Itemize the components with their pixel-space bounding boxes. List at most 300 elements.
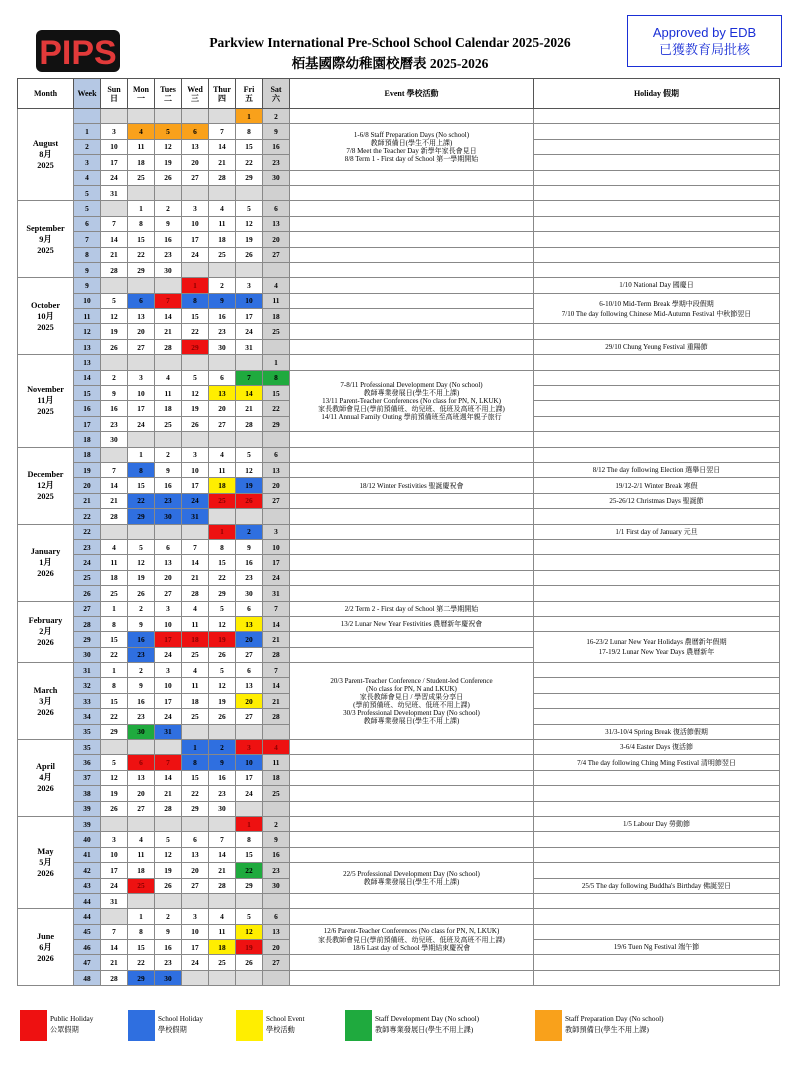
day-cell: 28 [155,339,182,354]
day-cell [236,801,263,816]
holiday-cell [534,216,780,231]
day-cell: 24 [236,324,263,339]
day-cell: 21 [263,693,290,708]
holiday-cell [534,678,780,693]
day-cell [128,432,155,447]
day-cell: 8 [209,539,236,554]
day-cell: 3 [236,740,263,755]
holiday-cell [534,509,780,524]
day-cell: 1 [182,278,209,293]
day-cell: 18 [209,478,236,493]
month-year: 2026 [37,953,54,963]
week-row [18,863,780,878]
month-en: August [32,139,59,149]
event-line: 家長教師會見日(學前預備班、幼兒班、低班及高班不用上課) [318,404,505,413]
day-cell: 12 [209,678,236,693]
day-cell: 27 [263,247,290,262]
week-row [18,755,780,770]
day-cell: 26 [101,801,128,816]
month-cell [18,109,74,201]
day-cell: 25 [263,324,290,339]
day-cell: 28 [263,709,290,724]
event-line: (學前預備班、幼兒班、低班不用上課) [353,701,470,710]
legend-label-zh: 公眾假期 [50,1026,79,1034]
holiday-cell [534,170,780,185]
legend-swatch [20,1010,47,1041]
event-cell [290,863,534,894]
day-cell: 20 [182,155,209,170]
day-cell: 3 [128,370,155,385]
month-year: 2025 [37,161,54,171]
day-cell: 6 [263,201,290,216]
day-cell [128,278,155,293]
day-cell: 10 [128,386,155,401]
day-cell: 17 [236,770,263,785]
day-cell [128,109,155,124]
day-cell [236,432,263,447]
event-cell [290,509,534,524]
month-en: March [33,685,58,695]
week-number: 8 [74,247,101,262]
week-row [18,816,780,831]
holiday-cell [534,586,780,601]
day-cell: 4 [182,663,209,678]
week-row [18,909,780,924]
day-cell: 24 [128,416,155,431]
day-cell: 13 [263,924,290,939]
day-cell: 17 [101,155,128,170]
event-line: 教師專業發展日(學生不用上課) [363,878,460,887]
day-cell: 21 [101,955,128,970]
day-cell [182,355,209,370]
event-cell [290,309,534,324]
day-cell: 12 [128,555,155,570]
day-cell: 31 [236,339,263,354]
day-cell: 28 [101,509,128,524]
day-cell: 29 [236,878,263,893]
day-cell [182,432,209,447]
day-cell: 27 [182,170,209,185]
day-cell [209,970,236,985]
day-cell: 12 [236,462,263,477]
day-cell: 9 [155,462,182,477]
week-row [18,847,780,862]
week-number: 24 [74,555,101,570]
day-cell: 9 [209,755,236,770]
day-cell: 17 [101,863,128,878]
holiday-cell [534,278,780,293]
day-cell: 18 [209,232,236,247]
day-cell: 24 [182,493,209,508]
week-number: 16 [74,401,101,416]
day-header [101,79,128,109]
day-cell: 3 [263,524,290,539]
day-cell: 18 [101,570,128,585]
day-cell: 15 [182,770,209,785]
event-line: 14/11 Annual Family Outing 學前預備班至高班週年親子旅行 [321,413,502,422]
day-cell: 4 [128,124,155,139]
month-cell [18,447,74,524]
event-cell [290,339,534,354]
day-cell: 24 [101,170,128,185]
day-cell: 16 [263,847,290,862]
day-cell: 10 [182,924,209,939]
day-cell: 23 [101,416,128,431]
day-cell: 13 [182,847,209,862]
day-cell: 28 [209,878,236,893]
event-line: 教師專業發展日(學生不用上課) [363,717,460,726]
month-cell [18,740,74,817]
day-cell: 16 [263,139,290,154]
day-cell: 14 [182,555,209,570]
day-cell: 2 [128,601,155,616]
legend-swatch [128,1010,155,1041]
day-cell: 23 [155,493,182,508]
week-row [18,663,780,678]
holiday-cell [534,324,780,339]
day-cell [101,909,128,924]
calendar-title-zh: 栢基國際幼稚園校曆表 2025-2026 [291,56,489,71]
event-cell [290,770,534,785]
holiday-cell [534,293,780,324]
day-cell: 20 [236,693,263,708]
event-cell [290,539,534,554]
day-cell: 17 [128,401,155,416]
day-cell: 5 [209,601,236,616]
day-cell: 20 [263,940,290,955]
day-header-en: Fri [243,84,255,94]
day-cell: 5 [155,832,182,847]
week-row [18,970,780,985]
holiday-cell [534,955,780,970]
day-cell: 3 [101,124,128,139]
week-number: 22 [74,509,101,524]
day-cell: 15 [101,693,128,708]
event-line: 2/2 Term 2 - First day of School 第二學期開始 [344,604,479,613]
day-cell: 12 [236,216,263,231]
event-cell [290,816,534,831]
legend-swatch [345,1010,372,1041]
day-cell [128,740,155,755]
week-number: 44 [74,909,101,924]
event-cell [290,801,534,816]
holiday-line: 19/6 Tuen Ng Festival 端午節 [613,943,700,952]
holiday-cell [534,663,780,678]
week-number: 2 [74,139,101,154]
holiday-cell [534,432,780,447]
day-cell: 22 [236,155,263,170]
event-cell [290,601,534,616]
week-number: 36 [74,755,101,770]
day-cell: 14 [209,847,236,862]
school-logo [30,26,126,76]
day-cell: 26 [128,586,155,601]
month-cell [18,663,74,740]
week-row [18,232,780,247]
day-cell [182,816,209,831]
day-header-en: Mon [133,84,149,94]
day-cell: 20 [263,478,290,493]
week-number: 30 [74,647,101,662]
day-cell [236,970,263,985]
day-cell: 18 [209,940,236,955]
month-year: 2026 [37,638,54,648]
day-cell: 1 [182,740,209,755]
holiday-line: 7/10 The day following Chinese Mid-Autumn Festival 中秋節翌日 [561,309,752,318]
week-row [18,447,780,462]
day-cell: 13 [236,616,263,631]
week-row [18,124,780,139]
day-cell: 12 [236,924,263,939]
day-cell: 3 [101,832,128,847]
week-number: 39 [74,816,101,831]
day-cell: 24 [155,647,182,662]
holiday-cell [534,493,780,508]
day-cell: 30 [263,878,290,893]
week-number: 25 [74,570,101,585]
day-cell: 20 [155,570,182,585]
day-cell: 12 [101,770,128,785]
day-cell: 11 [128,139,155,154]
day-cell: 15 [236,139,263,154]
day-cell: 16 [209,770,236,785]
day-cell: 16 [155,478,182,493]
month-en: May [37,847,54,857]
day-cell: 4 [209,909,236,924]
event-line: 12/6 Parent-Teacher Conferences (No class for PN, N, LKUK) [323,927,500,936]
month-en: October [30,300,61,310]
day-cell: 13 [236,678,263,693]
day-cell: 10 [236,755,263,770]
day-cell: 22 [263,401,290,416]
day-cell: 8 [128,216,155,231]
day-cell [155,109,182,124]
day-cell: 7 [101,462,128,477]
day-cell: 12 [155,139,182,154]
week-number: 29 [74,632,101,647]
day-cell: 23 [209,786,236,801]
holiday-cell [534,447,780,462]
week-row [18,555,780,570]
week-number: 5 [74,185,101,200]
day-cell: 19 [236,478,263,493]
day-cell: 6 [155,539,182,554]
holiday-cell [534,401,780,416]
holiday-cell [534,709,780,724]
day-cell [101,816,128,831]
day-cell: 28 [101,262,128,277]
holiday-cell [534,832,780,847]
month-num: 9月 [39,234,52,244]
holiday-line: 17-19/2 Lunar New Year Days 農曆新年 [598,648,715,657]
day-cell: 29 [128,970,155,985]
day-header-zh: 三 [191,93,199,103]
holiday-cell [534,370,780,385]
day-cell: 27 [263,955,290,970]
holiday-cell [534,893,780,908]
day-cell: 10 [236,293,263,308]
month-cell [18,816,74,908]
day-cell [128,524,155,539]
month-cell [18,909,74,986]
holiday-line: 25-26/12 Christmas Days 聖誕節 [609,496,704,505]
calendar-header-row [18,79,780,109]
day-cell: 5 [236,447,263,462]
holiday-cell [534,462,780,477]
day-cell [236,724,263,739]
week-number: 13 [74,355,101,370]
month-num: 8月 [39,150,52,160]
week-row [18,632,780,647]
day-cell: 23 [209,324,236,339]
day-cell: 25 [182,709,209,724]
day-cell: 3 [236,278,263,293]
week-number: 33 [74,693,101,708]
day-cell: 2 [101,370,128,385]
event-cell [290,109,534,124]
holiday-cell [534,924,780,939]
day-cell [155,185,182,200]
day-cell [263,339,290,354]
day-cell: 7 [263,601,290,616]
week-number: 18 [74,432,101,447]
day-cell: 24 [101,878,128,893]
day-cell: 13 [263,216,290,231]
day-cell: 27 [209,416,236,431]
week-row [18,247,780,262]
week-number: 38 [74,786,101,801]
week-number: 35 [74,740,101,755]
day-cell: 7 [209,832,236,847]
day-cell [263,509,290,524]
day-cell: 21 [155,786,182,801]
week-number: 12 [74,324,101,339]
day-cell: 2 [209,740,236,755]
day-cell: 15 [263,386,290,401]
day-cell: 9 [128,616,155,631]
day-cell: 23 [263,863,290,878]
day-cell: 24 [182,247,209,262]
month-num: 5月 [39,858,52,868]
week-row [18,432,780,447]
edb-approval-badge [627,15,782,67]
day-cell: 11 [101,555,128,570]
week-row [18,801,780,816]
day-cell: 27 [128,801,155,816]
day-cell: 31 [182,509,209,524]
day-cell: 23 [155,247,182,262]
week-number: 32 [74,678,101,693]
month-num: 11月 [37,396,54,406]
day-cell: 8 [182,293,209,308]
holiday-cell [534,970,780,985]
day-cell: 26 [236,247,263,262]
week-number: 40 [74,832,101,847]
week-row [18,924,780,939]
day-cell: 5 [101,293,128,308]
holiday-cell [534,247,780,262]
week-number: 15 [74,386,101,401]
event-cell [290,847,534,862]
day-cell: 11 [209,462,236,477]
day-cell: 21 [236,401,263,416]
event-cell [290,447,534,462]
day-cell: 24 [236,786,263,801]
day-cell: 30 [209,339,236,354]
day-cell: 9 [101,386,128,401]
week-number: 45 [74,924,101,939]
week-row [18,462,780,477]
month-en: November [27,385,64,395]
day-cell: 22 [101,647,128,662]
event-cell [290,555,534,570]
day-cell: 29 [263,416,290,431]
week-header: Week [74,79,101,109]
calendar-body [18,109,780,986]
day-cell: 1 [236,109,263,124]
holiday-cell [534,478,780,493]
day-cell: 22 [209,570,236,585]
holiday-cell [534,940,780,955]
day-cell: 16 [155,940,182,955]
month-cell [18,278,74,355]
day-cell: 5 [236,201,263,216]
day-cell: 14 [101,940,128,955]
day-cell: 19 [236,940,263,955]
day-cell: 21 [263,632,290,647]
event-cell [290,909,534,924]
day-cell: 8 [128,924,155,939]
legend-swatch [535,1010,562,1041]
week-number: 9 [74,278,101,293]
legend-label-en: Staff Preparation Day (No school) [565,1015,664,1023]
day-cell: 15 [128,940,155,955]
day-cell: 5 [155,124,182,139]
week-number: 1 [74,124,101,139]
day-header-en: Thur [213,84,231,94]
holiday-cell [534,801,780,816]
day-cell [263,262,290,277]
day-cell: 13 [182,139,209,154]
event-cell [290,493,534,508]
holiday-cell [534,339,780,354]
holiday-line: 3-6/4 Easter Days 復活節 [620,743,693,752]
day-cell: 31 [263,586,290,601]
day-cell [209,509,236,524]
day-cell [155,816,182,831]
legend-label-en: School Holiday [158,1015,203,1023]
day-cell [182,262,209,277]
day-cell: 6 [182,832,209,847]
day-cell: 28 [209,170,236,185]
day-header-zh: 日 [110,93,118,103]
legend-label-zh: 教師專業發展日(學生不用上課) [375,1026,474,1034]
day-cell [101,278,128,293]
holiday-line: 1/5 Labour Day 勞動節 [622,820,691,829]
day-cell: 11 [209,216,236,231]
day-cell: 9 [263,124,290,139]
logo-text: PIPS [39,34,117,72]
week-number [74,109,101,124]
day-cell: 3 [182,201,209,216]
event-line: 30/3 Professional Development Day (No school) [343,709,480,718]
day-cell: 8 [101,678,128,693]
day-cell: 29 [128,262,155,277]
day-cell: 13 [128,770,155,785]
day-cell: 17 [155,632,182,647]
event-cell [290,355,534,370]
day-cell: 6 [128,293,155,308]
